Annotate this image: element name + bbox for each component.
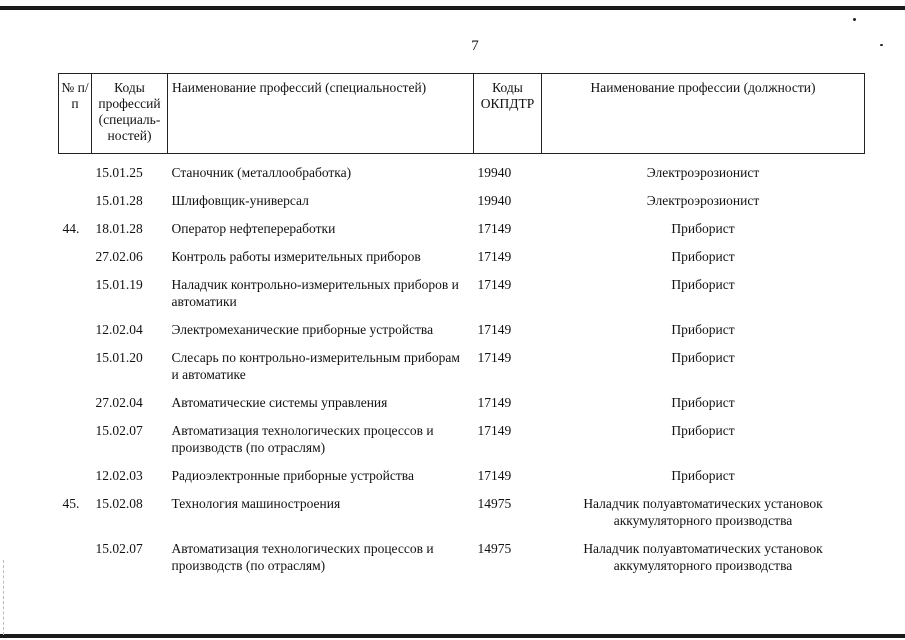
table-row xyxy=(59,411,865,456)
profession-code: 27.02.06 xyxy=(95,249,143,264)
okpdtr-code: 17149 xyxy=(477,350,512,365)
position-name: Наладчик полуавтоматических установок аккумуляторного производства xyxy=(583,496,823,528)
table-row xyxy=(59,181,865,209)
profession-name: Автоматические системы управления xyxy=(171,395,388,410)
profession-name: Шлифовщик-универсал xyxy=(171,193,309,208)
row-number xyxy=(59,181,92,209)
profession-name: Наладчик контрольно-измерительных приборов и автоматики xyxy=(171,277,459,309)
okpdtr-code: 19940 xyxy=(477,165,512,180)
table-row xyxy=(59,529,865,574)
okpdtr-code: 17149 xyxy=(477,395,512,410)
row-number xyxy=(59,338,92,383)
table-row xyxy=(59,456,865,484)
table-row xyxy=(59,383,865,411)
row-number xyxy=(59,310,92,338)
position-name: Электроэрозионист xyxy=(646,193,760,208)
okpdtr-code: 14975 xyxy=(477,496,512,511)
okpdtr-code: 17149 xyxy=(477,277,512,292)
header-position-name: Наименование профессии (должности) xyxy=(542,74,865,154)
profession-code: 12.02.04 xyxy=(95,322,143,337)
header-profession-name: Наименование профессий (специальностей) xyxy=(168,74,474,154)
profession-code: 15.01.28 xyxy=(95,193,143,208)
profession-code: 15.01.25 xyxy=(95,165,143,180)
row-number xyxy=(59,529,92,574)
profession-name: Автоматизация технологических процессов и производств (по отраслям) xyxy=(171,541,434,573)
profession-code: 15.02.08 xyxy=(95,496,143,511)
okpdtr-code: 17149 xyxy=(477,221,512,236)
position-name: Приборист xyxy=(671,322,735,337)
bottom-border-line xyxy=(0,634,905,638)
row-number xyxy=(59,265,92,310)
professions-table xyxy=(58,73,865,574)
table-row xyxy=(59,338,865,383)
table-row xyxy=(59,154,865,182)
profession-code: 12.02.03 xyxy=(95,468,143,483)
header-codes: Коды профессий (специаль-ностей) xyxy=(92,74,168,154)
profession-code: 27.02.04 xyxy=(95,395,143,410)
profession-code: 15.01.19 xyxy=(95,277,143,292)
row-number xyxy=(59,383,92,411)
profession-code: 15.02.07 xyxy=(95,423,143,438)
profession-name: Оператор нефтепереработки xyxy=(171,221,336,236)
row-number xyxy=(59,456,92,484)
profession-name: Слесарь по контрольно-измерительным приборам и автоматике xyxy=(171,350,460,382)
okpdtr-code: 14975 xyxy=(477,541,512,556)
row-number: 44. xyxy=(62,221,80,236)
scan-speck xyxy=(880,44,883,46)
position-name: Электроэрозионист xyxy=(646,165,760,180)
okpdtr-code: 17149 xyxy=(477,322,512,337)
profession-name: Электромеханические приборные устройства xyxy=(171,322,434,337)
row-number: 45. xyxy=(62,496,80,511)
table-row xyxy=(59,310,865,338)
row-number xyxy=(59,411,92,456)
page-number: 7 xyxy=(471,38,479,54)
profession-name: Контроль работы измерительных приборов xyxy=(171,249,421,264)
top-border-line xyxy=(0,6,905,10)
position-name: Приборист xyxy=(671,277,735,292)
table-header-row xyxy=(59,74,865,154)
position-name: Приборист xyxy=(671,395,735,410)
okpdtr-code: 17149 xyxy=(477,423,512,438)
header-num: № п/п xyxy=(59,74,92,154)
position-name: Приборист xyxy=(671,350,735,365)
row-number xyxy=(59,237,92,265)
table-row xyxy=(59,484,865,529)
row-number xyxy=(59,154,92,182)
profession-name: Радиоэлектронные приборные устройства xyxy=(171,468,414,483)
position-name: Приборист xyxy=(671,249,735,264)
profession-code: 15.02.07 xyxy=(95,541,143,556)
profession-name: Технология машиностроения xyxy=(171,496,341,511)
position-name: Приборист xyxy=(671,423,735,438)
header-okpdtr: Коды ОКПДТР xyxy=(474,74,542,154)
profession-name: Станочник (металлообработка) xyxy=(171,165,352,180)
table-body xyxy=(59,154,865,575)
position-name: Приборист xyxy=(671,468,735,483)
position-name: Наладчик полуавтоматических установок аккумуляторного производства xyxy=(583,541,823,573)
profession-code: 15.01.20 xyxy=(95,350,143,365)
position-name: Приборист xyxy=(671,221,735,236)
scan-speck xyxy=(853,18,856,21)
table-row xyxy=(59,237,865,265)
okpdtr-code: 17149 xyxy=(477,249,512,264)
okpdtr-code: 19940 xyxy=(477,193,512,208)
table-row xyxy=(59,209,865,237)
profession-name: Автоматизация технологических процессов и производств (по отраслям) xyxy=(171,423,434,455)
okpdtr-code: 17149 xyxy=(477,468,512,483)
profession-code: 18.01.28 xyxy=(95,221,143,236)
scan-edge-mark xyxy=(3,560,5,635)
table-row xyxy=(59,265,865,310)
